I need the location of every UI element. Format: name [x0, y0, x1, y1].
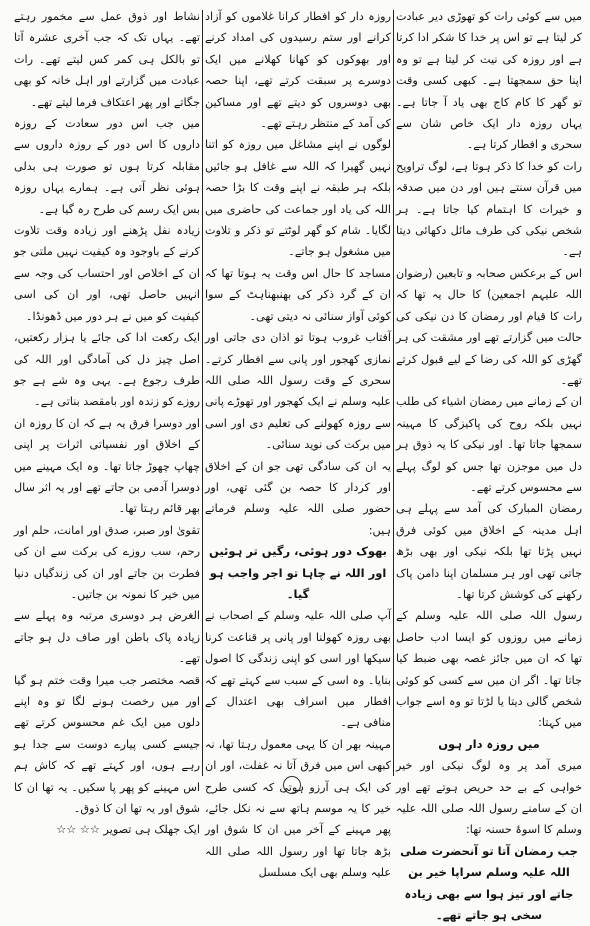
- page-number-circle: [283, 776, 301, 794]
- paragraph: الغرض ہر دوسری مرتبہ وہ پہلے سے زیادہ پاک باطن اور صاف دل ہو جاتے تھے۔: [14, 609, 200, 666]
- column-divider: [202, 10, 203, 776]
- paragraph: [14, 819, 200, 840]
- paragraph: اور دوسرا فرق یہ ہے کہ ان کا روزہ ان کے اخلاق اور نفسیاتی اثرات پر اپنی چھاپ چھوڑ جاتا تھا۔ وہ ایک مہینے میں دوسرا آدمی بن جاتے تھے اور یہ اثر سال بھر قائم رہتا تھا۔: [14, 416, 200, 516]
- star-ornament-icon: ☆☆ ☆☆: [56, 823, 100, 837]
- paragraph: روزہ دار کو افطار کرانا غلاموں کو آزاد کرانے اور ستم رسیدوں کی امداد کرنے اور بھوکوں کو کھانا کھلانے میں ایک دوسرے پر سبقت کرتے تھے، اپنا حصہ بھی دوسروں کو دیتے تھے اور مساکین کی آمد کے منتظر رہتے تھے۔: [205, 10, 391, 131]
- column-left: [14, 6, 200, 837]
- paragraph: آفتاب غروب ہوتا تو اذان دی جاتی اور نمازی کھجور اور پانی سے افطار کرتے۔ سحری کے وقت رسول اللہ صلی اللہ علیہ وسلم نے ایک کھجور اور تھوڑے پانی سے روزہ کھولنے کی تعلیم دی اور اسی میں برکت کی نوید سنائی۔: [205, 331, 391, 452]
- paragraph: اس کے برعکس صحابہ و تابعین (رضوان اللہ علیہم اجمعین) کا حال یہ تھا کہ رات کا قیام اور رمضان کا دن نیکی کی حالت میں گزارتے تھے اور مشقت کی ہر گھڑی کو اللہ کی رضا کے لیے قبول کرتے تھے۔: [396, 266, 582, 387]
- column-divider: [393, 10, 394, 776]
- paragraph: مہینہ بھر ان کا یہی معمول رہتا تھا، نہ کبھی اس میں فرق آتا نہ غفلت، اور ان کی ایک ہی آرزو ہوتی کہ کسی طرح خیر کا یہ موسم ہاتھ سے نہ نکل جائے، پھر مہینے کے آخر میں ان کا شوق اور بڑھ جاتا تھا اور رسول اللہ صلی اللہ علیہ وسلم بھی ایک مسلسل: [205, 737, 391, 880]
- paragraph: میری آمد پر وہ لوگ نیکی اور خیر خواہی کے بے حد حریص ہوتے تھے اور ان کے سامنے رسول اللہ صلی اللہ علیہ وسلم کا اسوۂ حسنہ تھا:: [396, 759, 582, 837]
- column-right: [396, 6, 582, 923]
- paragraph: تقویٰ اور صبر، صدق اور امانت، حلم اور رحم، سب روزے کی برکت سے ان کی فطرت بن جاتے اور ان کی زندگیاں دنیا میں خیر کا نمونہ بن جاتیں۔: [14, 523, 200, 601]
- paragraph: رسول اللہ صلی اللہ علیہ وسلم کے زمانے میں روزوں کو ایسا ادب حاصل تھا کہ ان میں جائز غصہ بھی ضبط کیا جاتا تھا۔ اگر ان میں سے کسی کو کوئی شخص گالی دیتا یا لڑتا تو وہ اسے جواب میں کہتا:: [396, 609, 582, 730]
- paragraph: میں جب اس دور سعادت کے روزہ داروں کا اس دور کے روزہ داروں سے مقابلہ کرتا ہوں تو صورت ہی بدلی ہوئی نظر آتی ہے۔ ہمارے یہاں روزہ بس ایک رسم کی طرح رہ گیا ہے۔: [14, 117, 200, 216]
- paragraph: میں سے کوئی رات کو تھوڑی دیر عبادت کر لیتا ہے تو اس پر خدا کا شکر ادا کرتا ہے اور روزہ کی نیت کر لیتا ہے تو وہ اپنا حق سمجھتا ہے۔ کبھی کسی وقت تو گھر کا کام کاج بھی یاد آ جاتا ہے۔ یہاں روزہ دار ایک خاص شان سے سحری و افطار کرتا ہے۔: [396, 10, 582, 152]
- closing-line: ایک جھلک ہی تصویر: [103, 823, 200, 837]
- urdu-page: [8, 6, 582, 923]
- quote: جب رمضان آتا تو آنحضرت صلی اللہ علیہ وسلم سراپا خیر بن جاتے اور تیز ہوا سے بھی زیادہ سخی ہو جاتے تھے۔: [400, 843, 578, 923]
- paragraph: یہ ان کی سادگی تھی جو ان کے اخلاق اور کردار کا حصہ بن گئی تھی، اور حضور صلی اللہ علیہ وسلم فرماتے ہیں:: [205, 459, 391, 537]
- paragraph: آپ صلی اللہ علیہ وسلم کے اصحاب نے بھی روزہ کھولنا اور پانی پر قناعت کرنا سیکھا اور اسی کو اپنی زندگی کا اصول بنایا۔ وہ اسی کے سبب سے کہتے تھے کہ افطار میں اسراف بھی اعتدال کے منافی ہے۔: [205, 609, 391, 730]
- quote: میں روزہ دار ہوں: [438, 736, 540, 751]
- paragraph: لوگوں نے اپنے مشاغل میں روزہ کو اتنا نہیں گھیرا کہ اللہ سے غافل ہو جائیں بلکہ ہر طبقہ نے اپنے وقت کا بڑا حصہ اللہ کی یاد اور جماعت کی حاضری میں لگایا۔ شام کو گھر لوٹتے تو ذکر و تلاوت میں مشغول ہو جاتے۔: [205, 138, 391, 259]
- paragraph: قصہ مختصر جب میرا وقت ختم ہو گیا اور میں رخصت ہونے لگا تو وہ اپنے دلوں میں ایک غم محسوس کرتے تھے جیسے کسی پیارے دوست سے جدا ہو رہے ہوں، اور کہتے تھے کہ کاش ہم اس مہینے کو پھر پا سکیں۔ یہ تھا ان کا شوق اور یہ تھا ان کا ذوق۔: [14, 673, 200, 816]
- paragraph: ان کے زمانے میں رمضان اشیاء کی طلب نہیں بلکہ روح کی پاکیزگی کا مہینہ سمجھا جاتا تھا۔ اور نیکی کا یہ ذوق ہر دل میں موجزن تھا جس کو لوگ پہلے سے محسوس کرتے تھے۔: [396, 395, 582, 494]
- paragraph: مساجد کا حال اس وقت یہ ہوتا تھا کہ ان کے گرد ذکر کی بھنبھناہٹ کے سوا کوئی آواز سنائی نہ دیتی تھی۔: [205, 266, 391, 323]
- column-middle: [205, 6, 391, 880]
- quote: بھوک دور ہوئی، رگیں تر ہوئیں اور اللہ نے چاہا تو اجر واجب ہو گیا۔: [209, 544, 387, 601]
- paragraph: نشاط اور ذوق عمل سے مخمور رہتے تھے۔ یہاں تک کہ جب آخری عشرہ آتا تو بالکل ہی کمر کس لیتے تھے۔ رات عبادت میں گزارتے اور اہل خانہ کو بھی جگاتے اور پھر اعتکاف فرما لیتے تھے۔: [14, 10, 200, 109]
- paragraph: زیادہ نفل پڑھنے اور زیادہ وقت تلاوت کرنے کے باوجود وہ کیفیت نہیں ملتی جو ان کے اخلاص اور احتساب کی وجہ سے انہیں حاصل تھی، اور ان کی اسی کیفیت کو میں نے ہر دور میں ڈھونڈا۔: [14, 224, 200, 323]
- paragraph: ایک رکعت ادا کی جائے یا ہزار رکعتیں، اصل چیز دل کی آمادگی اور اللہ کی طرف رجوع ہے۔ یہی وہ شے ہے جو روزے کو زندہ اور بامقصد بناتی ہے۔: [14, 331, 200, 409]
- paragraph: رات کو خدا کا ذکر ہوتا ہے، لوگ تراویح میں قرآن سنتے ہیں اور دن میں صدقہ و خیرات کا اہتمام کیا جاتا ہے۔ ہر شخص نیکی کی طرف مائل دکھائی دیتا ہے۔: [396, 159, 582, 259]
- paragraph: رمضان المبارک کی آمد سے پہلے ہی اہل مدینہ کے اخلاق میں کوئی فرق نہیں پڑتا تھا بلکہ نیکی اور بھی بڑھ جاتی تھی اور ہر مسلمان اپنا دامن پاک رکھنے کی کوشش کرتا تھا۔: [396, 502, 582, 601]
